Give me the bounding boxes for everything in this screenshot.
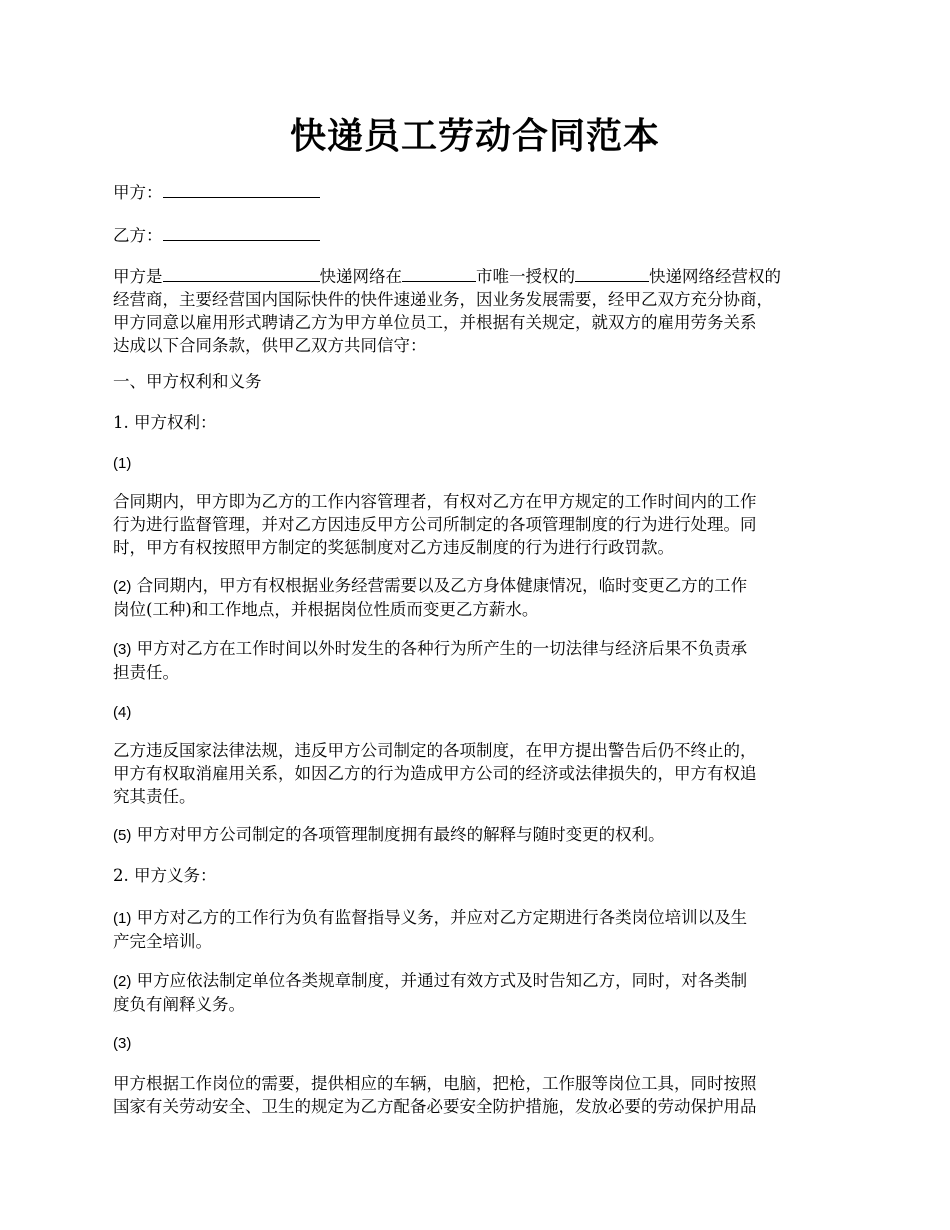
paragraph-line: 合同期内，甲方有权根据业务经营需要以及乙方身体健康情况，临时变更乙方的工作 [131, 576, 748, 595]
document-title: 快递员工劳动合同范本 [289, 115, 660, 157]
party-a-blank [163, 180, 320, 198]
intro-line-4: 达成以下合同条款，供甲乙双方共同信守： [113, 336, 427, 355]
intro-line-1 [113, 264, 849, 288]
intro-paragraph [113, 264, 849, 357]
paragraph-line: 国家有关劳动安全、卫生的规定为乙方配备必要安全防护措施，发放必要的劳动保护用品 [113, 1097, 757, 1116]
party-b-line [113, 223, 849, 247]
paragraph-line: 甲方根据工作岗位的需要，提供相应的车辆，电脑，把枪，工作服等岗位工具，同时按照 [113, 1074, 757, 1093]
right-4-number: (4) [113, 704, 132, 721]
right-1-text [113, 490, 849, 559]
duty-1-number: (1) [113, 910, 132, 927]
right-2-number: (2) [113, 578, 132, 595]
paragraph-line: 甲方应依法制定单位各类规章制度，并通过有效方式及时告知乙方，同时，对各类制 [131, 971, 748, 990]
paragraph-line: 甲方对甲方公司制定的各项管理制度拥有最终的解释与随时变更的权利。 [131, 825, 665, 844]
paragraph-line: 乙方违反国家法律法规，违反甲方公司制定的各项制度，在甲方提出警告后仍不终止的， [113, 741, 757, 760]
intro-line-2: 经营商，主要经营国内国际快件的快件速递业务，因业务发展需要，经甲乙双方充分协商， [113, 290, 773, 309]
duty-2 [113, 969, 849, 1016]
paragraph-line: 甲方有权取消雇用关系，如因乙方的行为造成甲方公司的经济或法律损失的，甲方有权追 [113, 764, 757, 783]
right-4-text [113, 739, 849, 808]
paragraph-line: 行为进行监督管理，并对乙方因违反甲方公司所制定的各项管理制度的行为进行处理。同 [113, 515, 757, 534]
party-a-line [113, 180, 849, 204]
duty-1 [113, 906, 849, 953]
right-2 [113, 574, 849, 621]
party-b-blank [163, 223, 320, 241]
duty-2-number: (2) [113, 973, 132, 990]
paragraph-line: 度负有阐释义务。 [113, 995, 245, 1014]
paragraph-line: 岗位(工种)和工作地点，并根据岗位性质而变更乙方薪水。 [113, 600, 539, 619]
right-3 [113, 637, 849, 684]
duties-heading: 2. 甲方义务： [113, 866, 217, 885]
intro-text: 甲方是 [113, 267, 163, 286]
duty-3-text [113, 1072, 849, 1118]
intro-blank-3 [575, 264, 649, 282]
paragraph-line: 担责任。 [113, 663, 179, 682]
right-5-number: (5) [113, 827, 132, 844]
paragraph-line: 甲方对乙方的工作行为负有监督指导义务，并应对乙方定期进行各类岗位培训以及生 [131, 908, 748, 927]
intro-blank-2 [402, 264, 476, 282]
paragraph-line: 合同期内，甲方即为乙方的工作内容管理者，有权对乙方在甲方规定的工作时间内的工作 [113, 492, 757, 511]
paragraph-line: 甲方对乙方在工作时间以外时发生的各种行为所产生的一切法律与经济后果不负责承 [131, 639, 748, 658]
party-b-label: 乙方： [113, 226, 163, 245]
right-1-number: (1) [113, 455, 132, 472]
intro-text: 快递网络经营权的 [649, 267, 781, 286]
right-3-number: (3) [113, 641, 132, 658]
section-1-heading: 一、甲方权利和义务 [113, 372, 262, 391]
paragraph-line: 产完全培训。 [113, 932, 212, 951]
right-5 [113, 823, 849, 847]
intro-blank-1 [163, 264, 320, 282]
paragraph-line: 究其责任。 [113, 787, 196, 806]
duty-3-number: (3) [113, 1035, 132, 1052]
intro-text: 市唯一授权的 [476, 267, 575, 286]
party-a-label: 甲方： [113, 183, 163, 202]
rights-heading: 1. 甲方权利： [113, 413, 217, 432]
paragraph-line: 时，甲方有权按照甲方制定的奖惩制度对乙方违反制度的行为进行行政罚款。 [113, 538, 674, 557]
intro-line-3: 甲方同意以雇用形式聘请乙方为甲方单位员工，并根据有关规定，就双方的雇用劳务关系 [113, 313, 757, 332]
intro-text: 快递网络在 [319, 267, 402, 286]
